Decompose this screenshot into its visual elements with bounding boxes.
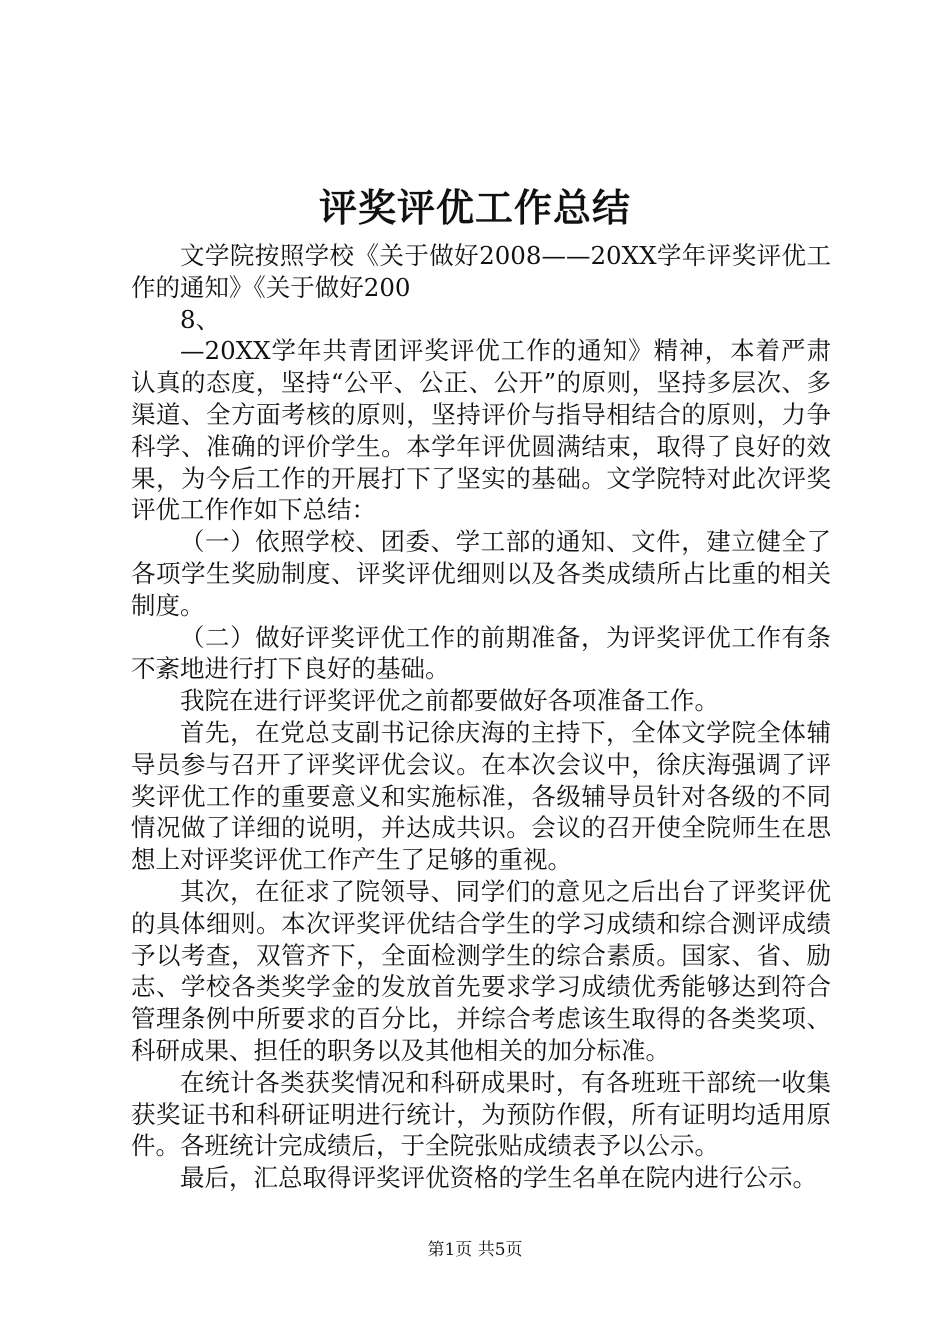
paragraph: （二）做好评奖评优工作的前期准备，为评奖评优工作有条不紊地进行打下良好的基础。 (131, 622, 831, 684)
paragraph: 在统计各类获奖情况和科研成果时，有各班班干部统一收集获奖证书和科研证明进行统计，为预防作假，所有证明均适用原件。各班统计完成绩后，于全院张贴成绩表予以公示。 (131, 1067, 831, 1161)
paragraph: （一）依照学校、团委、学工部的通知、文件，建立健全了各项学生奖励制度、评奖评优细则以及各类成绩所占比重的相关制度。 (131, 527, 831, 620)
paragraph: 我院在进行评奖评优之前都要做好各项准备工作。 (180, 686, 719, 716)
paragraph: 8、 (180, 304, 221, 334)
paragraph: 最后，汇总取得评奖评优资格的学生名单在院内进行公示。 (180, 1163, 817, 1193)
paragraph: 文学院按照学校《关于做好2008——20XX学年评奖评优工作的通知》《关于做好200 (131, 241, 831, 302)
document-body (131, 240, 831, 1194)
paragraph: —20XX学年共青团评奖评优工作的通知》精神，本着严肃认真的态度，坚持“公平、公正、公开”的原则，坚持多层次、多渠道、全方面考核的原则，坚持评价与指导相结合的原则，力争科学、准确的评价学生。本学年评优圆满结束，取得了良好的效果，为今后工作的开展打下了坚实的基础。文学院特对此次评奖评优工作作如下总结： (131, 336, 831, 525)
paragraph: 其次，在征求了院领导、同学们的意见之后出台了评奖评优的具体细则。本次评奖评优结合学生的学习成绩和综合测评成绩予以考查，双管齐下，全面检测学生的综合素质。国家、省、励志、学校各类奖学金的发放首先要求学习成绩优秀能够达到符合管理条例中所要求的百分比，并综合考虑该生取得的各类奖项、科研成果、担任的职务以及其他相关的加分标准。 (131, 876, 831, 1065)
page-number-footer: 第1页 共5页 (427, 1240, 523, 1260)
document-title: 评奖评优工作总结 (318, 185, 631, 230)
paragraph: 首先，在党总支副书记徐庆海的主持下，全体文学院全体辅导员参与召开了评奖评优会议。在本次会议中，徐庆海强调了评奖评优工作的重要意义和实施标准，各级辅导员针对各级的不同情况做了详细的说明，并达成共识。会议的召开使全院师生在思想上对评奖评优工作产生了足够的重视。 (131, 717, 831, 875)
